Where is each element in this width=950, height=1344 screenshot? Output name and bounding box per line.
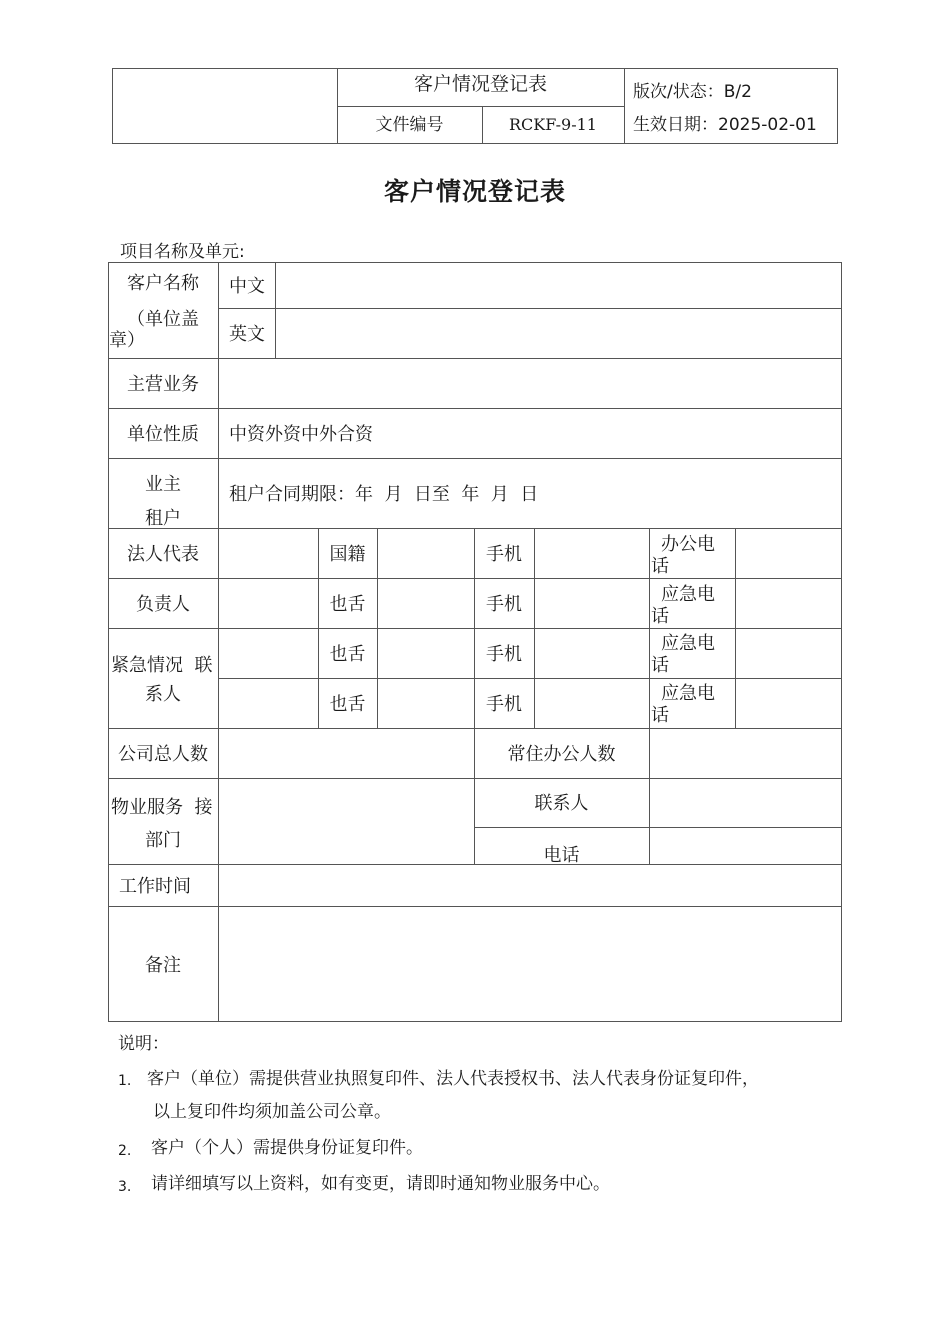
office-phone-label: 办公电 [661, 534, 715, 555]
work-hours-field[interactable] [219, 865, 841, 906]
responsible-mobile-label: 手机 [486, 594, 522, 615]
unit-nature-label: 单位性质 [127, 424, 199, 445]
english-name-field[interactable] [276, 309, 841, 358]
emergency-contact-2-emergency-field[interactable] [736, 679, 841, 728]
note-1-text: 客户（单位）需提供营业执照复印件、法人代表授权书、法人代表身份证复印件， [147, 1069, 759, 1089]
property-dept-field[interactable] [219, 779, 474, 864]
emergency-contact-1-emergency-label-end: 话 [651, 655, 669, 676]
nationality-field[interactable] [378, 529, 474, 578]
header-form-name: 客户情况登记表 [413, 73, 547, 95]
customer-name-label: 客户名称 [127, 273, 199, 294]
emergency-contact-1-emergency-label: 应急电 [661, 633, 715, 654]
chinese-name-field[interactable] [276, 263, 841, 308]
main-business-field[interactable] [219, 359, 841, 408]
contact-phone-field[interactable] [650, 828, 841, 864]
responsible-mobile-field[interactable] [535, 579, 649, 628]
emergency-contact-2-field[interactable] [219, 679, 318, 728]
unit-nature-options[interactable]: 中资外资中外合资 [229, 424, 373, 445]
page-title: 客户情况登记表 [383, 177, 566, 206]
customer-name-seal-label: （单位盖 [127, 309, 199, 330]
contact-person-field[interactable] [650, 779, 841, 827]
resident-staff-label: 常住办公人数 [507, 744, 616, 765]
tenant-label: 租户 [145, 508, 181, 529]
note-1-text-cont: 以上复印件均须加盖公司公章。 [153, 1102, 391, 1122]
remarks-field[interactable] [219, 907, 841, 1021]
responsible-emergency-label: 应急电 [661, 584, 715, 605]
legal-rep-mobile-label: 手机 [486, 544, 522, 565]
customer-name-seal-label-end: 章） [109, 330, 145, 351]
property-dept-label: 物业服务 接 [111, 797, 213, 818]
emergency-contact-2-mobile-label: 手机 [486, 694, 522, 715]
responsible-tel-field[interactable] [378, 579, 474, 628]
emergency-contact-2-emergency-label-end: 话 [651, 705, 669, 726]
contact-phone-label: 电话 [543, 845, 580, 866]
legal-rep-field[interactable] [219, 529, 318, 578]
resident-staff-field[interactable] [650, 729, 841, 778]
emergency-contact-1-mobile-field[interactable] [535, 629, 649, 678]
header-doc-no-value: RCKF-9-11 [509, 115, 597, 134]
responsible-emergency-field[interactable] [736, 579, 841, 628]
responsible-person-label: 负责人 [136, 594, 190, 615]
property-dept-label-end: 部门 [145, 830, 181, 851]
project-label: 项目名称及单元: [120, 242, 245, 262]
office-phone-label-end: 话 [651, 556, 669, 577]
english-name-label: 英文 [229, 324, 265, 345]
total-staff-label: 公司总人数 [118, 744, 208, 765]
responsible-tel-label: 也舌 [329, 594, 366, 615]
notes-heading: 说明： [118, 1034, 169, 1054]
header-version-status: 版次/状态：B/2 [633, 82, 752, 102]
legal-rep-mobile-field[interactable] [535, 529, 649, 578]
remarks-label: 备注 [145, 955, 181, 976]
owner-label: 业主 [145, 474, 181, 495]
note-2-number: 2. [118, 1143, 132, 1159]
responsible-person-field[interactable] [219, 579, 318, 628]
emergency-contact-2-tel-label: 也舌 [329, 694, 366, 715]
total-staff-field[interactable] [219, 729, 474, 778]
emergency-contact-2-mobile-field[interactable] [535, 679, 649, 728]
lease-term-field[interactable]: 租户合同期限：年 月 日至 年 月 日 [229, 484, 539, 505]
emergency-contact-label-end: 系人 [145, 684, 181, 705]
note-2-text: 客户（个人）需提供身份证复印件。 [151, 1138, 423, 1158]
contact-person-label: 联系人 [534, 793, 589, 814]
nationality-label: 国籍 [329, 544, 366, 565]
legal-rep-label: 法人代表 [127, 544, 199, 565]
emergency-contact-2-tel-field[interactable] [378, 679, 474, 728]
work-hours-label: 工作时间 [119, 876, 191, 897]
main-business-label: 主营业务 [127, 374, 199, 395]
note-3-number: 3. [118, 1179, 132, 1195]
emergency-contact-1-mobile-label: 手机 [486, 644, 522, 665]
office-phone-field[interactable] [736, 529, 841, 578]
emergency-contact-1-tel-field[interactable] [378, 629, 474, 678]
emergency-contact-1-tel-label: 也舌 [329, 644, 366, 665]
emergency-contact-1-field[interactable] [219, 629, 318, 678]
header-doc-no-label: 文件编号 [375, 115, 444, 135]
emergency-contact-1-emergency-field[interactable] [736, 629, 841, 678]
note-1-number: 1. [118, 1073, 132, 1089]
emergency-contact-label: 紧急情况 联 [111, 655, 213, 676]
emergency-contact-2-emergency-label: 应急电 [661, 683, 715, 704]
responsible-emergency-label-end: 话 [651, 606, 669, 627]
chinese-name-label: 中文 [229, 276, 265, 297]
header-effective-date: 生效日期：2025-02-01 [633, 115, 817, 135]
note-3-text: 请详细填写以上资料，如有变更，请即时通知物业服务中心。 [151, 1174, 610, 1194]
